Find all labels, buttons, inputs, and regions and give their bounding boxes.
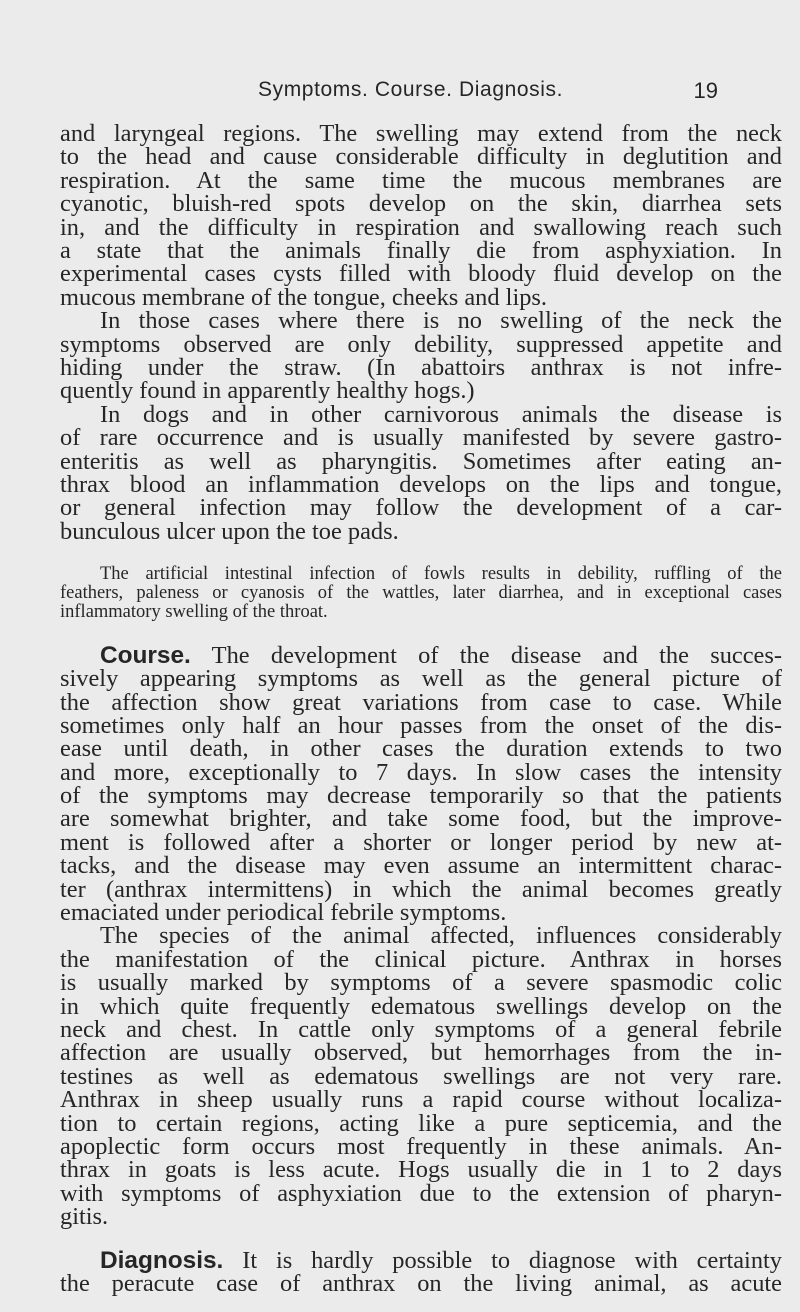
text-line-tail: The development of the disease and the succes- xyxy=(190,641,782,669)
text-line: cyanotic, bluish-red spots develop on the skin, diarrhea sets xyxy=(60,190,782,218)
text-line: sometimes only half an hour passes from the onset of the dis- xyxy=(60,711,782,739)
text-line: sively appearing symptoms as well as the general picture of xyxy=(60,665,782,693)
text-line: bunculous ulcer upon the toe pads. xyxy=(60,517,399,545)
text-line: thrax blood an inflammation develops on the lips and tongue, xyxy=(60,470,782,498)
small-print-line: inflammatory swelling of the throat. xyxy=(60,601,328,622)
text-line: experimental cases cysts filled with bloody fluid develop on the xyxy=(60,260,782,288)
text-line: apoplectic form occurs most frequently in these animals. An- xyxy=(60,1133,782,1161)
text-line: The species of the animal affected, influences considerably xyxy=(100,922,782,950)
text-line: quently found in apparently healthy hogs.) xyxy=(60,377,475,405)
text-line: with symptoms of asphyxiation due to the extension of pharyn- xyxy=(60,1179,782,1207)
small-print-line: The artificial intestinal infection of fowls results in debility, ruffling of the xyxy=(100,563,782,584)
text-line: tacks, and the disease may even assume an intermittent charac- xyxy=(60,852,782,880)
text-line: are somewhat brighter, and take some food, but the improve- xyxy=(60,805,782,833)
text-line: the manifestation of the clinical picture. Anthrax in horses xyxy=(60,945,782,973)
text-line: ter (anthrax intermittens) in which the animal becomes greatly xyxy=(60,875,782,903)
text-line: neck and chest. In cattle only symptoms of a general febrile xyxy=(60,1016,782,1044)
text-line: hiding under the straw. (In abattoirs anthrax is not infre- xyxy=(60,353,782,381)
text-line-tail: It is hardly possible to diagnose with certainty xyxy=(223,1246,782,1274)
text-line: emaciated under periodical febrile symptoms. xyxy=(60,899,507,927)
text-line: the affection show great variations from case to case. While xyxy=(60,688,782,716)
section-heading-course: Course. xyxy=(100,641,191,669)
section-heading-diagnosis: Diagnosis. xyxy=(100,1246,224,1274)
text-line: symptoms observed are only debility, suppressed appetite and xyxy=(60,330,782,358)
text-line: ment is followed after a shorter or longer period by new at- xyxy=(60,828,782,856)
text-line: In those cases where there is no swelling of the neck the xyxy=(100,307,782,335)
text-line: ease until death, in other cases the duration extends to two xyxy=(60,735,782,763)
text-line: Anthrax in sheep usually runs a rapid course without localiza- xyxy=(60,1086,782,1114)
text-line: enteritis as well as pharyngitis. Sometimes after eating an- xyxy=(60,447,782,475)
text-line: in, and the difficulty in respiration and swallowing reach such xyxy=(60,213,782,241)
text-line: thrax in goats is less acute. Hogs usually die in 1 to 2 days xyxy=(60,1156,782,1184)
running-head xyxy=(0,78,800,108)
text-line: affection are usually observed, but hemorrhages from the in- xyxy=(60,1039,782,1067)
text-line: of the symptoms may decrease temporarily so that the patients xyxy=(60,782,782,810)
text-line: of rare occurrence and is usually manifested by severe gastro- xyxy=(60,424,782,452)
text-line: in which quite frequently edematous swellings develop on the xyxy=(60,992,782,1020)
text-line: a state that the animals finally die from asphyxiation. In xyxy=(60,236,782,264)
page-number: 19 xyxy=(693,78,718,103)
text-line: is usually marked by symptoms of a severe spasmodic colic xyxy=(60,969,782,997)
text-line: tion to certain regions, acting like a pure septicemia, and the xyxy=(60,1109,782,1137)
text-line: testines as well as edematous swellings are not very rare. xyxy=(60,1062,782,1090)
small-print-line: feathers, paleness or cyanosis of the wattles, later diarrhea, and in exceptional cases xyxy=(60,582,782,603)
text-line: gitis. xyxy=(60,1203,109,1231)
text-line: and more, exceptionally to 7 days. In slow cases the intensity xyxy=(60,758,782,786)
text-line: and laryngeal regions. The swelling may extend from the neck xyxy=(60,120,782,147)
text-line: to the head and cause considerable difficulty in deglutition and xyxy=(60,143,782,171)
text-line: mucous membrane of the tongue, cheeks and lips. xyxy=(60,283,548,311)
text-line: In dogs and in other carnivorous animals the disease is xyxy=(100,400,782,428)
running-head-title: Symptoms. Course. Diagnosis. xyxy=(258,78,564,101)
text-line: the peracute case of anthrax on the living animal, as acute xyxy=(60,1270,782,1297)
text-line: or general infection may follow the development of a car- xyxy=(60,494,782,522)
text-line: respiration. At the same time the mucous membranes are xyxy=(60,166,782,194)
